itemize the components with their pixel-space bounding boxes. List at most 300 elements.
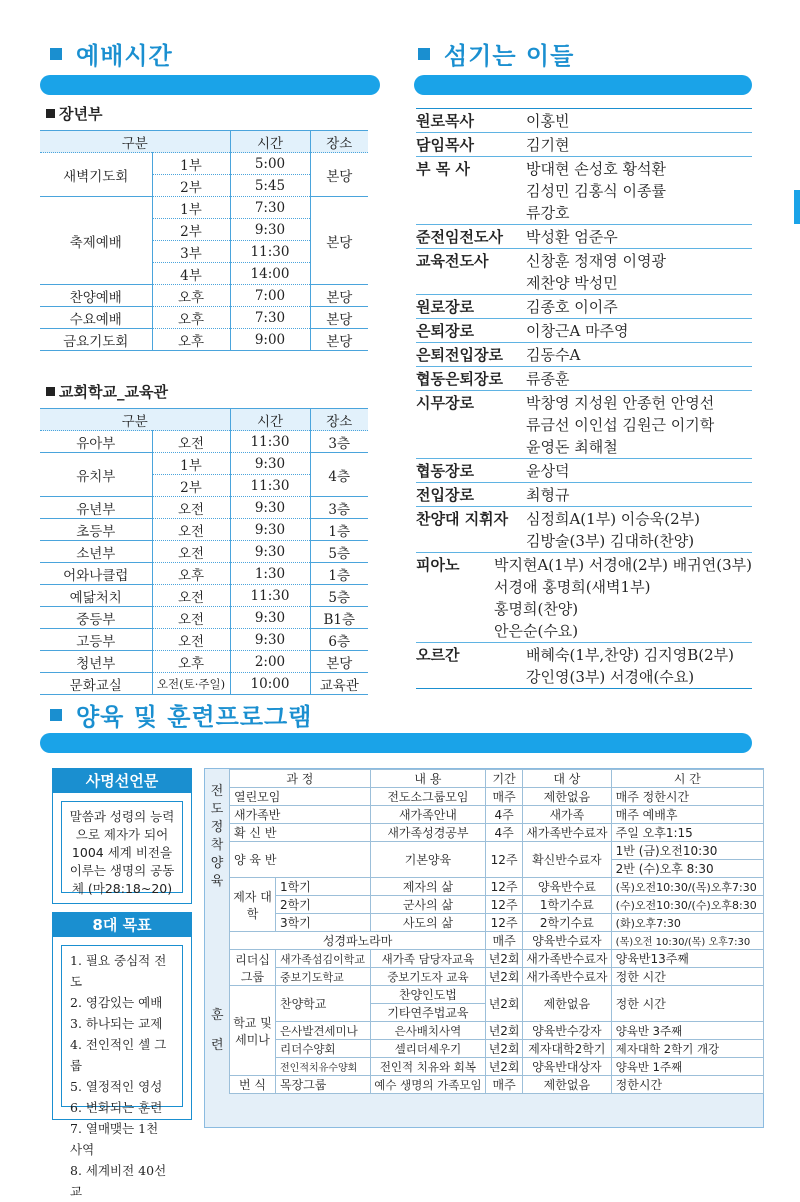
table-row — [230, 896, 764, 914]
table-row — [40, 541, 368, 563]
service-name: 중등부 — [40, 607, 152, 629]
mission-box — [52, 768, 192, 904]
service-part: 오후 — [152, 651, 230, 673]
course-target: 제한없음 — [523, 986, 612, 1022]
course-period: 년2회 — [486, 1040, 523, 1058]
service-place: 교육관 — [310, 673, 368, 695]
course-name: 새가족섬김이학교 — [276, 950, 371, 968]
column-header: 구분 — [40, 131, 230, 153]
course-content: 셀리더세우기 — [370, 1040, 486, 1058]
staff-name-line: 류강호 — [526, 204, 570, 222]
service-time: 9:00 — [230, 329, 310, 351]
table-row — [230, 824, 764, 842]
staff-name-line: 제찬양 박성민 — [526, 274, 618, 292]
course-time: (화)오후7:30 — [611, 914, 763, 932]
staff-row — [416, 133, 752, 157]
staff-names — [526, 226, 752, 248]
course-name: 중보기도학교 — [276, 968, 371, 986]
column-header: 내 용 — [370, 770, 486, 788]
staff-names — [526, 644, 752, 688]
staff-names — [526, 158, 752, 224]
table-row — [230, 914, 764, 932]
column-header: 시간 — [230, 409, 310, 431]
service-part: 오전 — [152, 519, 230, 541]
course-period: 년2회 — [486, 1022, 523, 1040]
service-part: 오전 — [152, 607, 230, 629]
service-place: 본당 — [310, 285, 368, 307]
course-period: 4주 — [486, 824, 523, 842]
staff-list — [416, 108, 752, 689]
course-target: 제자대학2학기 — [523, 1040, 612, 1058]
service-part: 1부 — [152, 453, 230, 475]
staff-role: 협동은퇴장로 — [416, 370, 503, 388]
leadership-label: 리더십 그룹 — [230, 950, 276, 986]
staff-name-line: 김성민 김홍식 이종률 — [526, 182, 666, 200]
staff-row — [416, 319, 752, 343]
course-period: 년2회 — [486, 968, 523, 986]
column-header: 대 상 — [523, 770, 612, 788]
service-time: 5:00 — [230, 153, 310, 175]
service-time: 9:30 — [230, 219, 310, 241]
square-bullet-icon — [418, 48, 430, 60]
service-place: 5층 — [310, 585, 368, 607]
service-time: 7:00 — [230, 285, 310, 307]
semester: 3학기 — [276, 914, 371, 932]
course-content: 찬양인도법 — [370, 986, 486, 1004]
course-period: 매주 — [486, 1076, 523, 1094]
column-header: 시간 — [230, 131, 310, 153]
staff-name-line: 이창근A 마주영 — [526, 322, 629, 340]
course-target: 제한없음 — [523, 788, 612, 806]
staff-name-line: 류금선 이인섭 김원근 이기학 — [526, 416, 715, 434]
course-name: 목장그룹 — [276, 1076, 371, 1094]
staff-row — [416, 249, 752, 295]
school-subtitle: 교회학교_교육관 — [46, 381, 168, 402]
course-name: 열린모임 — [230, 788, 371, 806]
staff-section-title: 섬기는 이들 — [418, 36, 574, 71]
mission-title: 사명선언문 — [53, 769, 191, 793]
staff-role: 전입장로 — [416, 486, 474, 504]
course-target: 새가족반수료자 — [523, 824, 612, 842]
goal-item: 2. 영감있는 예배 — [70, 995, 163, 1010]
course-time: 정한시간 — [611, 1076, 763, 1094]
table-row — [230, 986, 764, 1004]
service-part: 오전 — [152, 497, 230, 519]
course-name: 찬양학교 — [276, 986, 371, 1022]
table-row — [230, 932, 764, 950]
service-part: 2부 — [152, 219, 230, 241]
staff-name-line: 박지현A(1부) 서경애(2부) 배귀연(3부) — [494, 556, 752, 574]
course-content: 중보기도자 교육 — [370, 968, 486, 986]
staff-role: 피아노 — [416, 556, 460, 574]
staff-row — [416, 643, 752, 688]
program-table — [229, 769, 764, 1094]
staff-name-line: 안은순(수요) — [494, 622, 579, 640]
course-content: 예수 생명의 가족모임 — [370, 1076, 486, 1094]
service-time: 11:30 — [230, 475, 310, 497]
service-name: 예닮처치 — [40, 585, 152, 607]
table-row — [40, 453, 368, 475]
staff-name-line: 윤영돈 최해철 — [526, 438, 618, 456]
course-time: 매주 예배후 — [611, 806, 763, 824]
staff-role: 담임목사 — [416, 136, 474, 154]
staff-name-line: 배혜숙(1부,찬양) 김지영B(2부) — [526, 646, 734, 664]
column-header: 장소 — [310, 131, 368, 153]
staff-name-line: 박창영 지성원 안종헌 안영선 — [526, 394, 715, 412]
staff-name-line: 방대현 손성호 황석환 — [526, 160, 666, 178]
course-period: 년2회 — [486, 950, 523, 968]
course-target: 양육반수료자 — [523, 932, 612, 950]
course-target: 새가족 — [523, 806, 612, 824]
table-row — [40, 673, 368, 695]
table-row — [230, 1076, 764, 1094]
adult-schedule-table — [40, 130, 368, 351]
staff-role: 은퇴전입장로 — [416, 346, 503, 364]
staff-row — [416, 553, 752, 643]
table-row — [40, 585, 368, 607]
staff-names — [526, 250, 752, 294]
semester: 2학기 — [276, 896, 371, 914]
service-place: 6층 — [310, 629, 368, 651]
service-place: B1층 — [310, 607, 368, 629]
course-time: 2반 (수)오후 8:30 — [611, 860, 763, 878]
staff-names — [526, 484, 752, 506]
staff-name-line: 김동수A — [526, 346, 581, 364]
staff-title-bar — [414, 75, 752, 95]
course-target: 양육반수료 — [523, 878, 612, 896]
staff-names — [526, 320, 752, 342]
service-place: 4층 — [310, 453, 368, 497]
staff-names — [526, 134, 752, 156]
column-header: 기간 — [486, 770, 523, 788]
staff-names — [526, 508, 752, 552]
table-row — [40, 629, 368, 651]
staff-row — [416, 459, 752, 483]
staff-names — [526, 296, 752, 318]
table-row — [40, 329, 368, 351]
service-time: 1:30 — [230, 563, 310, 585]
staff-name-line: 김기현 — [526, 136, 570, 154]
service-part: 오전 — [152, 541, 230, 563]
service-place: 3층 — [310, 431, 368, 453]
service-name: 금요기도회 — [40, 329, 152, 351]
goals-list — [61, 945, 183, 1199]
course-name: 리더수양회 — [276, 1040, 371, 1058]
service-part: 오전 — [152, 585, 230, 607]
service-name: 유아부 — [40, 431, 152, 453]
square-bullet-icon — [46, 109, 55, 118]
course-period: 년2회 — [486, 1058, 523, 1076]
staff-name-line: 류종훈 — [526, 370, 570, 388]
table-row — [40, 285, 368, 307]
table-row — [230, 788, 764, 806]
staff-row — [416, 391, 752, 459]
service-place: 1층 — [310, 519, 368, 541]
course-time: (수)오전10:30/(수)오후8:30 — [611, 896, 763, 914]
service-part: 오후 — [152, 329, 230, 351]
table-row — [40, 607, 368, 629]
service-part: 오후 — [152, 563, 230, 585]
service-place: 1층 — [310, 563, 368, 585]
service-time: 7:30 — [230, 307, 310, 329]
service-part: 오전 — [152, 431, 230, 453]
staff-name-line: 강인영(3부) 서경애(수요) — [526, 668, 695, 686]
staff-row — [416, 483, 752, 507]
course-period: 12주 — [486, 842, 523, 878]
course-content: 새가족안내 — [370, 806, 486, 824]
service-part: 1부 — [152, 153, 230, 175]
table-row — [40, 651, 368, 673]
staff-role: 원로장로 — [416, 298, 474, 316]
staff-row — [416, 109, 752, 133]
column-header: 시 간 — [611, 770, 763, 788]
staff-name-line: 이홍빈 — [526, 112, 570, 130]
staff-role: 교육전도사 — [416, 252, 489, 270]
course-content: 전도소그룹모임 — [370, 788, 486, 806]
course-period: 12주 — [486, 878, 523, 896]
service-part: 오후 — [152, 307, 230, 329]
course-time: 매주 정한시간 — [611, 788, 763, 806]
square-bullet-icon — [46, 387, 55, 396]
service-place: 5층 — [310, 541, 368, 563]
service-place: 본당 — [310, 329, 368, 351]
service-time: 9:30 — [230, 519, 310, 541]
column-header: 과 정 — [230, 770, 371, 788]
semester: 1학기 — [276, 878, 371, 896]
course-content: 기타연주법교육 — [370, 1004, 486, 1022]
course-time: 정한 시간 — [611, 968, 763, 986]
staff-role: 찬양대 지휘자 — [416, 510, 509, 528]
column-header: 장소 — [310, 409, 368, 431]
goal-item: 5. 열정적인 영성 — [70, 1079, 163, 1094]
course-name: 성경파노라마 — [230, 932, 486, 950]
service-part: 2부 — [152, 475, 230, 497]
course-time: 정한 시간 — [611, 986, 763, 1022]
service-place: 본당 — [310, 651, 368, 673]
course-target: 확신반수료자 — [523, 842, 612, 878]
service-part: 오전(토·주일) — [152, 673, 230, 695]
course-content: 은사배치사역 — [370, 1022, 486, 1040]
service-time: 9:30 — [230, 607, 310, 629]
goal-item: 6. 변화되는 훈련 — [70, 1100, 163, 1115]
staff-role: 은퇴장로 — [416, 322, 474, 340]
square-bullet-icon — [50, 48, 62, 60]
goal-item: 7. 열매맺는 1천 사역 — [70, 1121, 159, 1157]
program-table-panel — [204, 768, 764, 1128]
staff-names — [526, 344, 752, 366]
course-target: 제한없음 — [523, 1076, 612, 1094]
course-content: 사도의 삶 — [370, 914, 486, 932]
service-time: 5:45 — [230, 175, 310, 197]
course-target: 양육반수강자 — [523, 1022, 612, 1040]
service-time: 14:00 — [230, 263, 310, 285]
service-name: 고등부 — [40, 629, 152, 651]
column-header: 구분 — [40, 409, 230, 431]
course-name: 새가족반 — [230, 806, 371, 824]
service-time: 9:30 — [230, 629, 310, 651]
course-period: 년2회 — [486, 986, 523, 1022]
service-part: 4부 — [152, 263, 230, 285]
table-row — [230, 878, 764, 896]
staff-name-line: 최형규 — [526, 486, 570, 504]
table-row — [40, 431, 368, 453]
service-part: 오전 — [152, 629, 230, 651]
service-part: 2부 — [152, 175, 230, 197]
service-name: 축제예배 — [40, 197, 152, 285]
staff-role: 부 목 사 — [416, 160, 470, 178]
course-time: 1반 (금)오전10:30 — [611, 842, 763, 860]
course-target: 새가족반수료자 — [523, 968, 612, 986]
school-schedule-table — [40, 408, 368, 695]
side-label-evangelism: 전도 정착 양육 — [210, 784, 224, 889]
service-name: 수요예배 — [40, 307, 152, 329]
table-row — [230, 1040, 764, 1058]
staff-name-line: 심정희A(1부) 이승욱(2부) — [526, 510, 701, 528]
goal-item: 8. 세계비전 40선교 — [70, 1163, 167, 1199]
table-row — [230, 968, 764, 986]
square-bullet-icon — [50, 709, 62, 721]
side-tab-marker — [794, 190, 800, 224]
service-part: 1부 — [152, 197, 230, 219]
service-time: 2:00 — [230, 651, 310, 673]
course-content: 군사의 삶 — [370, 896, 486, 914]
staff-role: 협동장로 — [416, 462, 474, 480]
service-time: 11:30 — [230, 241, 310, 263]
worship-title-bar — [40, 75, 380, 95]
course-target: 새가족반수료자 — [523, 950, 612, 968]
course-time: 양육반13주째 — [611, 950, 763, 968]
goals-title: 8대 목표 — [53, 913, 191, 937]
service-part: 오후 — [152, 285, 230, 307]
service-place: 본당 — [310, 197, 368, 285]
table-row — [40, 497, 368, 519]
staff-role: 준전임전도사 — [416, 228, 503, 246]
adult-subtitle: 장년부 — [46, 103, 102, 124]
course-content: 전인적 치유와 회복 — [370, 1058, 486, 1076]
staff-names — [526, 460, 752, 482]
service-time: 9:30 — [230, 541, 310, 563]
course-time: 제자대학 2학기 개강 — [611, 1040, 763, 1058]
goal-item: 1. 필요 중심적 전도 — [70, 953, 167, 989]
service-time: 11:30 — [230, 431, 310, 453]
table-row — [230, 1022, 764, 1040]
goals-box — [52, 912, 192, 1199]
staff-name-line: 홍명희(찬양) — [494, 600, 579, 618]
service-place: 3층 — [310, 497, 368, 519]
course-time: 양육반 3주째 — [611, 1022, 763, 1040]
worship-section-title: 예배시간 — [50, 36, 173, 71]
course-time: (목)오전 10:30/(목) 오후7:30 — [611, 932, 763, 950]
service-name: 청년부 — [40, 651, 152, 673]
service-name: 유년부 — [40, 497, 152, 519]
course-period: 12주 — [486, 914, 523, 932]
service-place: 본당 — [310, 307, 368, 329]
course-name: 확 신 반 — [230, 824, 371, 842]
table-row — [40, 563, 368, 585]
course-time: 양육반 1주째 — [611, 1058, 763, 1076]
course-content: 새가족성경공부 — [370, 824, 486, 842]
goal-item: 3. 하나되는 교제 — [70, 1016, 163, 1031]
service-part: 3부 — [152, 241, 230, 263]
staff-names — [494, 554, 752, 642]
staff-role: 오르간 — [416, 646, 460, 664]
staff-name-line: 박성환 엄준우 — [526, 228, 618, 246]
course-period: 매주 — [486, 932, 523, 950]
staff-row — [416, 157, 752, 225]
course-period: 매주 — [486, 788, 523, 806]
course-target: 1학기수료 — [523, 896, 612, 914]
staff-names — [526, 368, 752, 390]
disciple-college-label: 제자 대학 — [230, 878, 276, 932]
service-time: 10:00 — [230, 673, 310, 695]
course-content: 기본양육 — [370, 842, 486, 878]
table-row — [230, 950, 764, 968]
service-name: 어와나클럽 — [40, 563, 152, 585]
training-title-bar — [40, 733, 752, 753]
course-target: 양육반대상자 — [523, 1058, 612, 1076]
service-name: 찬양예배 — [40, 285, 152, 307]
course-target: 2학기수료 — [523, 914, 612, 932]
service-name: 초등부 — [40, 519, 152, 541]
staff-name-line: 서경애 홍명희(새벽1부) — [494, 578, 651, 596]
table-row — [40, 197, 368, 219]
course-period: 4주 — [486, 806, 523, 824]
course-group-label: 번 식 — [230, 1076, 276, 1094]
mission-text: 말씀과 성령의 능력으로 제자가 되어 1004 세계 비전을 이루는 생명의 공동체 (마28:18~20) — [61, 801, 183, 893]
course-content: 제자의 삶 — [370, 878, 486, 896]
staff-name-line: 윤상덕 — [526, 462, 570, 480]
service-name: 문화교실 — [40, 673, 152, 695]
staff-row — [416, 343, 752, 367]
staff-role: 시무장로 — [416, 394, 474, 412]
table-row — [40, 307, 368, 329]
staff-name-line: 김종호 이이주 — [526, 298, 618, 316]
service-time: 7:30 — [230, 197, 310, 219]
course-name: 양 육 반 — [230, 842, 371, 878]
table-row — [230, 842, 764, 860]
service-name: 새벽기도회 — [40, 153, 152, 197]
staff-row — [416, 225, 752, 249]
training-section-title: 양육 및 훈련프로그램 — [50, 697, 312, 732]
service-time: 9:30 — [230, 453, 310, 475]
table-row — [40, 519, 368, 541]
course-period: 12주 — [486, 896, 523, 914]
service-time: 11:30 — [230, 585, 310, 607]
service-place: 본당 — [310, 153, 368, 197]
staff-row — [416, 367, 752, 391]
staff-names — [526, 392, 752, 458]
course-content: 새가족 담당자교육 — [370, 950, 486, 968]
service-name: 유치부 — [40, 453, 152, 497]
table-row — [230, 1058, 764, 1076]
service-time: 9:30 — [230, 497, 310, 519]
course-name: 은사발견세미나 — [276, 1022, 371, 1040]
staff-row — [416, 295, 752, 319]
seminar-label: 학교 및 세미나 — [230, 986, 276, 1076]
goal-item: 4. 전인적인 셀 그룹 — [70, 1037, 167, 1073]
staff-name-line: 김방술(3부) 김대하(찬양) — [526, 532, 695, 550]
staff-role: 원로목사 — [416, 112, 474, 130]
course-time: (목)오전10:30/(목)오후7:30 — [611, 878, 763, 896]
table-row — [40, 153, 368, 175]
staff-row — [416, 507, 752, 553]
staff-names — [526, 110, 752, 132]
course-name: 전인적치유수양회 — [276, 1058, 371, 1076]
service-name: 소년부 — [40, 541, 152, 563]
side-label-training: 훈 련 — [211, 1008, 224, 1053]
staff-name-line: 신창훈 정재영 이영광 — [526, 252, 666, 270]
table-row — [230, 806, 764, 824]
